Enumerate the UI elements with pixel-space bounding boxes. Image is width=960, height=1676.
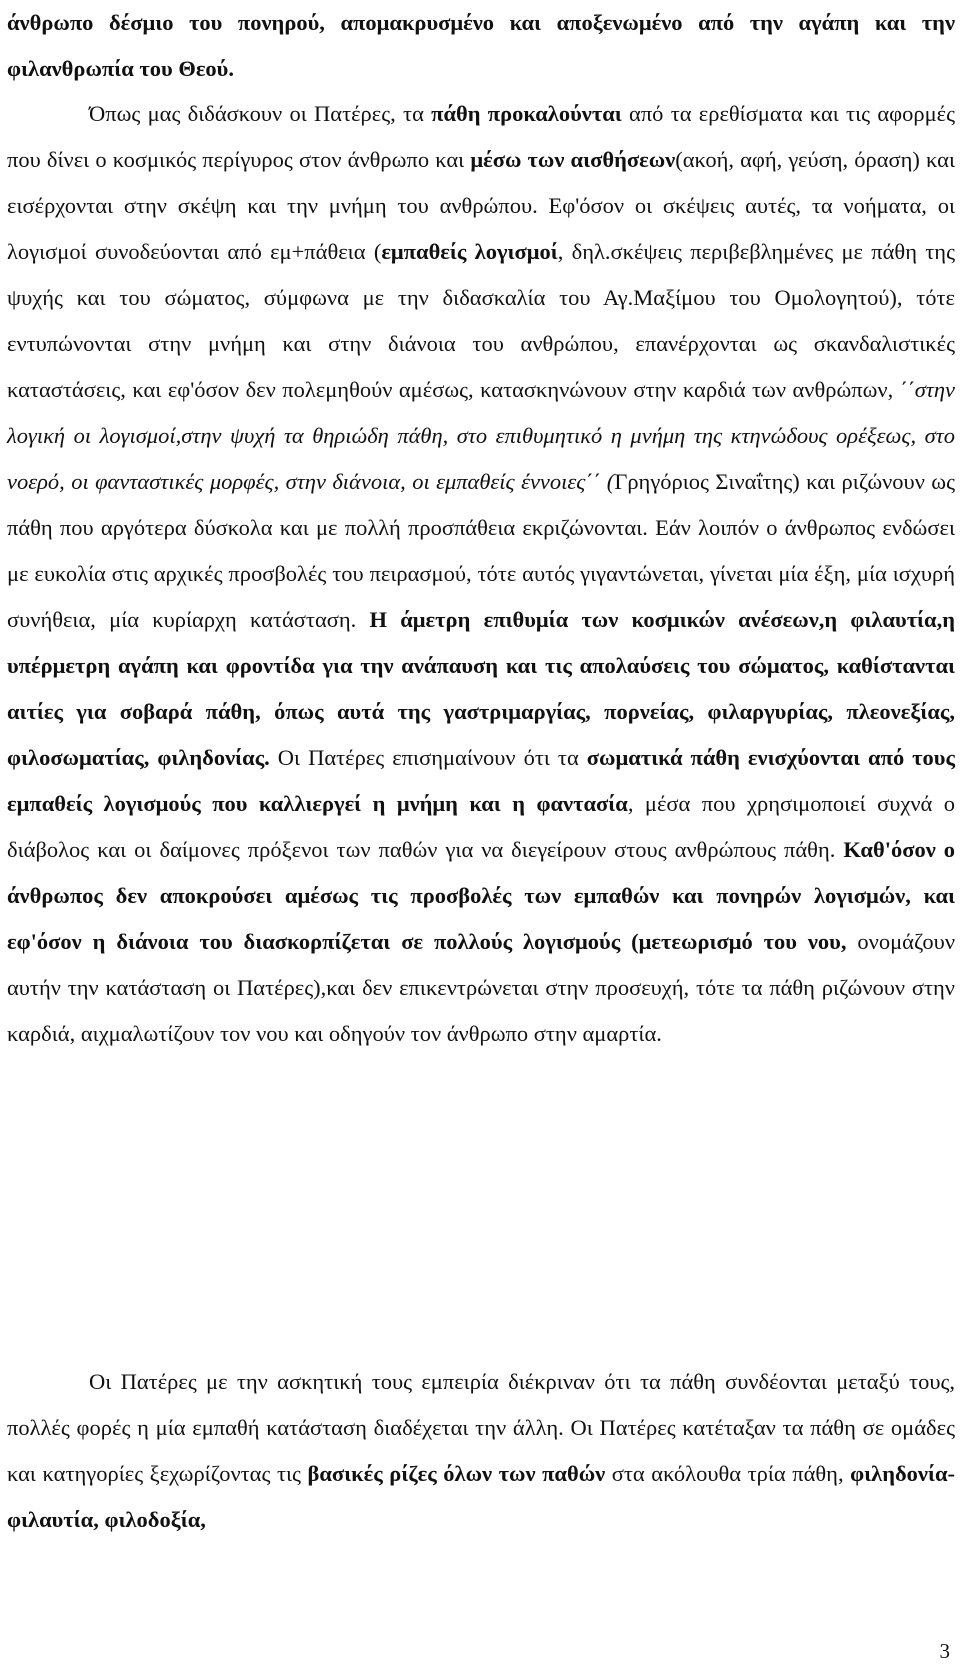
text-segment: Καθ'όσον ο άνθρωπος δεν αποκρούσει αμέσως τις προσβολές των εμπαθών και πονηρών λογισμών, και εφ'όσον η διάνοια του διασκορπίζεται σε πολλούς λογισμούς (μετεωρισμό του νου, xyxy=(7,837,956,954)
text-segment: πάθη προκαλούνται xyxy=(431,101,622,126)
text-segment: στα ακόλουθα τρία πάθη, xyxy=(605,1461,851,1486)
paragraph-passions-classification xyxy=(7,1359,955,1543)
paragraph-continuation xyxy=(7,0,955,92)
text-segment: από τα ερεθίσματα και τις αφορμές που δίνει ο κοσμικός περίγυρος στον άνθρωπο και xyxy=(7,101,955,172)
text-segment: (ακοή, αφή, γεύση, όραση) και εισέρχονται στην σκέψη και την μνήμη του ανθρώπου. Εφ'όσον οι σκέψεις αυτές, τα νοήματα, οι λογισμοί συνοδεύονται από εμ+πάθεια ( xyxy=(7,147,956,264)
text-segment: φιληδονία-φιλαυτία, φιλοδοξία, xyxy=(7,1461,955,1532)
text-segment: Οι Πατέρες επισημαίνουν ότι τα xyxy=(269,745,587,770)
text-segment: Όπως μας διδάσκουν οι Πατέρες, τα xyxy=(89,101,432,126)
text-segment: ονομάζουν αυτήν την κατάσταση οι Πατέρες),και δεν επικεντρώνεται στην προσευχή, τότε τα πάθη ριζώνουν στην καρδιά, αιχμαλωτίζουν τον νου και οδηγούν τον άνθρωπο στην αμαρτία. xyxy=(7,929,955,1046)
text-segment: σωματικά πάθη ενισχύονται από τους εμπαθείς λογισμούς που καλλιεργεί η μνήμη και η φαντασία xyxy=(7,745,955,816)
text-segment: ΄΄στην λογική οι λογισμοί,στην ψυχή τα θηριώδη πάθη, στο επιθυμητικό η μνήμη της κτηνώδους ορέξεως, στο νοερό, οι φανταστικές μορφές, στην διάνοια, οι εμπαθείς έννοιες΄΄ ( xyxy=(7,377,955,494)
text-segment: μέσω των αισθήσεων xyxy=(470,147,676,172)
text-segment: Γρηγόριος Σιναΐτης) και ριζώνουν ως πάθη που αργότερα δύσκολα και με πολλή προσπάθεια εκριζώνονται. Εάν λοιπόν ο άνθρωπος ενδώσει με ευκολία στις αρχικές προσβολές του πειρασμού, τότε αυτός γιγαντώνεται, γίνεται μία έξη, μία ισχυρή συνήθεια, μία κυρίαρχη κατάσταση. xyxy=(7,469,956,632)
text-segment: Οι Πατέρες με την ασκητική τους εμπειρία διέκριναν ότι τα πάθη συνδέονται μεταξύ τους, πολλές φορές η μία εμπαθή κατάσταση διαδέχεται την άλλη. Οι Πατέρες κατέταξαν τα πάθη σε ομάδες και κατηγορίες ξεχωρίζοντας τις xyxy=(7,1369,955,1486)
text-segment: βασικές ρίζες όλων των παθών xyxy=(307,1461,606,1486)
paragraph-passions-origin xyxy=(7,91,955,1057)
text-segment: , δηλ.σκέψεις περιβεβλημένες με πάθη της ψυχής και του σώματος, σύμφωνα με την διδασκαλία του Αγ.Μαξίμου του Ομολογητού), τότε εντυπώνονται στην μνήμη και στην διάνοια του ανθρώπου, επανέρχονται ως σκανδαλιστικές καταστάσεις, και εφ'όσον δεν πολεμηθούν αμέσως, κατασκηνώνουν στην καρδιά των ανθρώπων, xyxy=(7,239,955,402)
text-segment: άνθρωπο δέσμιο του πονηρού, απομακρυσμένο και αποξενωμένο από την αγάπη και την φιλανθρωπία του Θεού. xyxy=(7,10,955,81)
text-segment: εμπαθείς λογισμοί xyxy=(381,239,558,264)
text-segment: Η άμετρη επιθυμία των κοσμικών ανέσεων,η φιλαυτία,η υπέρμετρη αγάπη και φροντίδα για την ανάπαυση και τις απολαύσεις του σώματος, καθίστανται αιτίες για σοβαρά πάθη, όπως αυτά της γαστριμαργίας, πορνείας, φιλαργυρίας, πλεονεξίας, φιλοσωματίας, φιληδονίας. xyxy=(7,607,955,770)
page-number: 3 xyxy=(939,1639,950,1663)
text-segment: , μέσα που χρησιμοποιεί συχνά ο διάβολος και οι δαίμονες πρόξενοι των παθών για να διεγείρουν στους ανθρώπους πάθη. xyxy=(7,791,955,862)
